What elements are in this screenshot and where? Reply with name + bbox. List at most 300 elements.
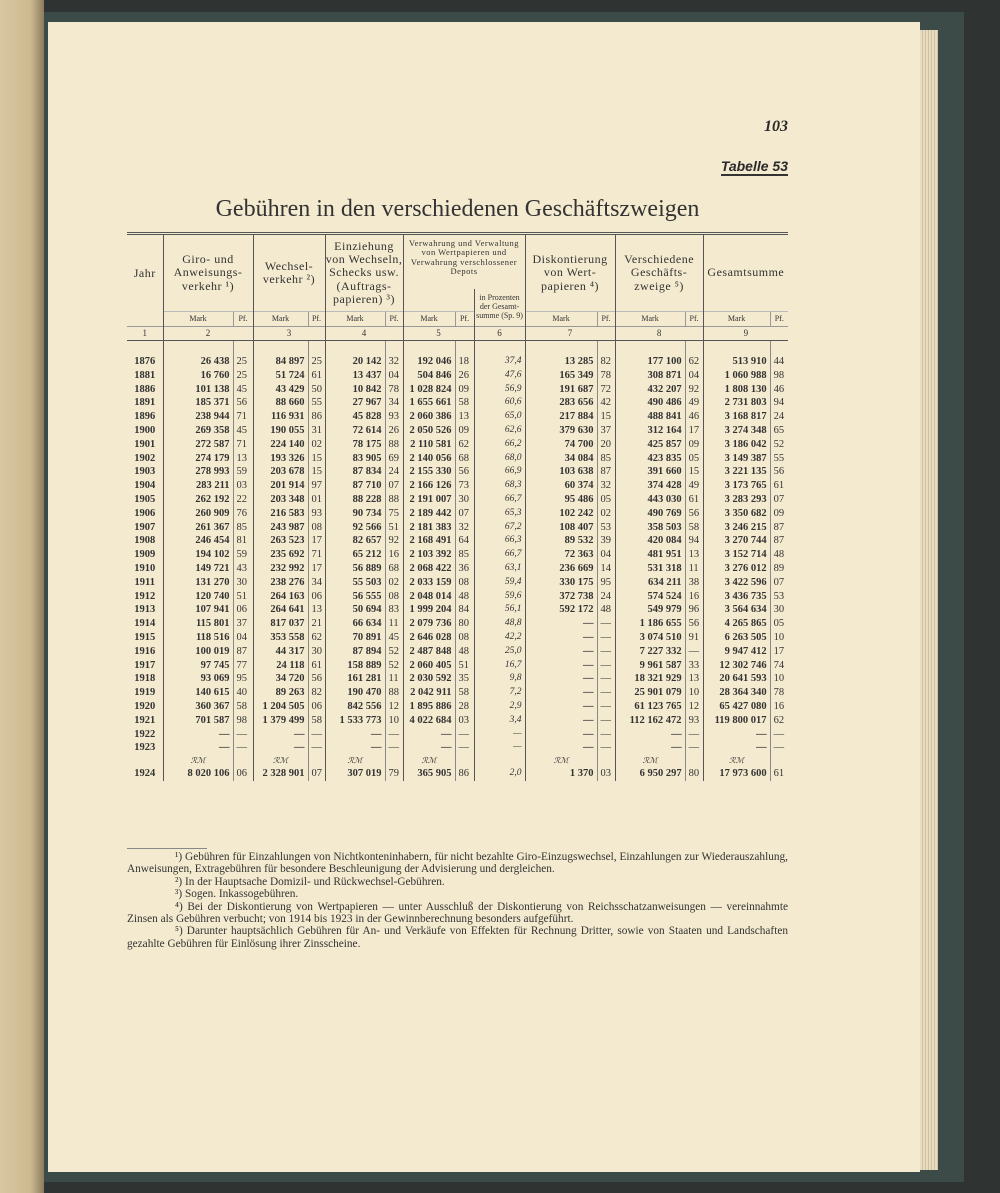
cell-wechsel-pf: 31	[308, 424, 325, 438]
cell-verschiedene-pf: 09	[685, 438, 703, 452]
cell-verwahrung-pf: 32	[455, 521, 474, 535]
cell-verschiedene-mark: 490 486	[615, 396, 685, 410]
cell-verschiedene-mark: 358 503	[615, 521, 685, 535]
cell-year: 1896	[134, 411, 156, 423]
cell-gesamt-pf: 65	[770, 424, 788, 438]
cell-einziehung-pf: 52	[385, 645, 403, 659]
subhead-pf: Pf.	[233, 312, 253, 327]
cell-year: 1916	[134, 645, 156, 657]
cell-giro-mark: 269 358	[163, 424, 233, 438]
cell-percent: 42,2	[474, 631, 525, 645]
cell-verschiedene-pf: 96	[685, 603, 703, 617]
cell-verschiedene-pf: 33	[685, 659, 703, 673]
page-number: 103	[764, 118, 788, 135]
cell-giro-pf: 06	[233, 603, 253, 617]
cell-wechsel-mark: 353 558	[253, 631, 308, 645]
currency-row	[127, 755, 788, 767]
cell-percent: 66,7	[474, 493, 525, 507]
cell-wechsel-mark: —	[253, 728, 308, 742]
cell-giro-mark: 97 745	[163, 659, 233, 673]
reichsmark-symbol: ℛℳ	[403, 755, 455, 767]
cell-gesamt-mark: 3 149 387	[703, 452, 770, 466]
cell-giro-pf: 04	[233, 631, 253, 645]
cell-einziehung-mark: 66 634	[325, 617, 385, 631]
cell-diskont-mark: 108 407	[525, 521, 597, 535]
cell-verschiedene-mark: 432 207	[615, 383, 685, 397]
cell-year: 1902	[134, 452, 156, 464]
cell-gesamt-mark: —	[703, 741, 770, 755]
cell-wechsel-pf: 82	[308, 686, 325, 700]
cell-giro-pf: 03	[233, 479, 253, 493]
cell-verwahrung-pf: 48	[455, 590, 474, 604]
table-row	[127, 465, 788, 479]
cell-gesamt-mark: 65 427 080	[703, 700, 770, 714]
cell-year: 1891	[134, 397, 156, 409]
cell-diskont-mark: —	[525, 631, 597, 645]
cell-giro-mark: 194 102	[163, 548, 233, 562]
cell-verschiedene-pf: 49	[685, 396, 703, 410]
cell-giro-mark: 185 371	[163, 396, 233, 410]
column-number: 9	[703, 327, 788, 341]
cell-einziehung-mark: 161 281	[325, 672, 385, 686]
cell-diskont-mark: 89 532	[525, 534, 597, 548]
blank-cell	[597, 755, 615, 767]
cell-wechsel-pf: 08	[308, 521, 325, 535]
cell-wechsel-mark: 88 660	[253, 396, 308, 410]
cell-wechsel-pf: 55	[308, 396, 325, 410]
cell-einziehung-pf: 12	[385, 700, 403, 714]
table-row	[127, 686, 788, 700]
cell-giro-pf: 43	[233, 562, 253, 576]
cell-wechsel-pf: 07	[308, 767, 325, 781]
cell-giro-mark: 238 944	[163, 410, 233, 424]
cell-diskont-pf: 72	[597, 383, 615, 397]
table-row	[127, 576, 788, 590]
subhead-mark: Mark	[163, 312, 233, 327]
cell-verwahrung-mark: 2 103 392	[403, 548, 455, 562]
cell-einziehung-pf: 69	[385, 452, 403, 466]
cell-diskont-pf: 78	[597, 369, 615, 383]
cell-gesamt-mark: 3 270 744	[703, 534, 770, 548]
cell-verwahrung-pf: 84	[455, 603, 474, 617]
cell-percent: 3,4	[474, 714, 525, 728]
cell-year: 1876	[134, 356, 156, 367]
column-number: 1	[127, 327, 163, 341]
cell-verwahrung-mark: 2 168 491	[403, 534, 455, 548]
cell-verschiedene-mark: 391 660	[615, 465, 685, 479]
cell-verschiedene-pf: 17	[685, 424, 703, 438]
cell-einziehung-mark: 82 657	[325, 534, 385, 548]
cell-year: 1924	[134, 768, 156, 780]
cell-giro-mark: 93 069	[163, 672, 233, 686]
table-row	[127, 659, 788, 673]
spacer-row	[127, 341, 788, 356]
cell-gesamt-pf: 17	[770, 645, 788, 659]
cell-year: 1907	[134, 521, 156, 533]
table-row	[127, 410, 788, 424]
cell-gesamt-pf: 05	[770, 617, 788, 631]
cell-percent: 68,0	[474, 452, 525, 466]
blank-cell	[127, 755, 163, 767]
cell-year: 1921	[134, 714, 156, 726]
cell-giro-pf: 22	[233, 493, 253, 507]
cell-giro-pf: 95	[233, 672, 253, 686]
cell-wechsel-mark: 203 678	[253, 465, 308, 479]
cell-percent: 66,7	[474, 548, 525, 562]
cell-verwahrung-pf: 30	[455, 493, 474, 507]
cell-einziehung-mark: 50 694	[325, 603, 385, 617]
cell-gesamt-pf: 98	[770, 369, 788, 383]
cell-verwahrung-mark: 2 487 848	[403, 645, 455, 659]
cell-einziehung-pf: 24	[385, 465, 403, 479]
table-row-1924	[127, 767, 788, 781]
cell-gesamt-mark: 9 947 412	[703, 645, 770, 659]
cell-wechsel-pf: 25	[308, 355, 325, 369]
cell-verwahrung-pf: 62	[455, 438, 474, 452]
cell-verschiedene-mark: 425 857	[615, 438, 685, 452]
table-row	[127, 548, 788, 562]
cell-percent: 25,0	[474, 645, 525, 659]
cell-wechsel-mark: 264 163	[253, 590, 308, 604]
subhead-year-blank	[127, 312, 163, 327]
cell-diskont-pf: —	[597, 672, 615, 686]
cell-einziehung-pf: 83	[385, 603, 403, 617]
cell-verschiedene-mark: 177 100	[615, 355, 685, 369]
cell-gesamt-pf: 87	[770, 521, 788, 535]
cell-gesamt-mark: 17 973 600	[703, 767, 770, 781]
cell-verschiedene-pf: 10	[685, 686, 703, 700]
cell-diskont-pf: 03	[597, 767, 615, 781]
cell-verwahrung-pf: 58	[455, 396, 474, 410]
cell-verschiedene-pf: 46	[685, 410, 703, 424]
cell-wechsel-mark: 34 720	[253, 672, 308, 686]
cell-giro-pf: 76	[233, 507, 253, 521]
cell-diskont-pf: —	[597, 686, 615, 700]
cell-year: 1914	[134, 618, 156, 630]
cell-giro-mark: 16 760	[163, 369, 233, 383]
cell-wechsel-mark: 116 931	[253, 410, 308, 424]
blank-cell	[253, 341, 308, 356]
cell-diskont-mark: 165 349	[525, 369, 597, 383]
cell-verschiedene-pf: 15	[685, 465, 703, 479]
cell-einziehung-mark: 83 905	[325, 452, 385, 466]
cell-verwahrung-pf: 80	[455, 617, 474, 631]
cell-einziehung-mark: 190 470	[325, 686, 385, 700]
cell-diskont-pf: —	[597, 631, 615, 645]
cell-verschiedene-pf: 91	[685, 631, 703, 645]
cell-wechsel-mark: 43 429	[253, 383, 308, 397]
cell-gesamt-pf: 07	[770, 576, 788, 590]
cell-verwahrung-pf: 73	[455, 479, 474, 493]
cell-diskont-pf: 24	[597, 590, 615, 604]
cell-verwahrung-pf: 86	[455, 767, 474, 781]
table-row	[127, 700, 788, 714]
cell-gesamt-mark: 3 422 596	[703, 576, 770, 590]
subhead-pf: Pf.	[770, 312, 788, 327]
cell-diskont-pf: 82	[597, 355, 615, 369]
cell-percent: 9,8	[474, 672, 525, 686]
cell-diskont-pf: 39	[597, 534, 615, 548]
cell-year: 1901	[134, 438, 156, 450]
cell-verwahrung-pf: 35	[455, 672, 474, 686]
cell-verwahrung-pf: 56	[455, 465, 474, 479]
cell-verschiedene-pf: 61	[685, 493, 703, 507]
cell-verschiedene-pf: 11	[685, 562, 703, 576]
cell-gesamt-mark: 3 283 293	[703, 493, 770, 507]
cell-giro-pf: —	[233, 741, 253, 755]
cell-verschiedene-pf: 62	[685, 355, 703, 369]
table-row	[127, 562, 788, 576]
cell-einziehung-pf: 93	[385, 410, 403, 424]
cell-einziehung-mark: 307 019	[325, 767, 385, 781]
cell-verschiedene-mark: 574 524	[615, 590, 685, 604]
reichsmark-symbol: ℛℳ	[163, 755, 233, 767]
cell-diskont-mark: 592 172	[525, 603, 597, 617]
cell-verwahrung-pf: 64	[455, 534, 474, 548]
cell-einziehung-mark: 56 889	[325, 562, 385, 576]
cell-percent: 37,4	[474, 355, 525, 369]
cell-year: 1912	[134, 590, 156, 602]
cell-percent: 56,9	[474, 383, 525, 397]
blank-cell	[325, 341, 385, 356]
header-gesamtsumme: Gesamtsumme	[703, 234, 788, 312]
cell-percent: 65,0	[474, 410, 525, 424]
cell-verschiedene-mark: 634 211	[615, 576, 685, 590]
cell-verwahrung-pf: 51	[455, 659, 474, 673]
cell-einziehung-mark: 90 734	[325, 507, 385, 521]
cell-gesamt-pf: 74	[770, 659, 788, 673]
cell-wechsel-mark: 224 140	[253, 438, 308, 452]
column-number: 5	[403, 327, 474, 341]
cell-wechsel-mark: 232 992	[253, 562, 308, 576]
cell-diskont-pf: 20	[597, 438, 615, 452]
cell-giro-pf: 71	[233, 438, 253, 452]
cell-gesamt-pf: 61	[770, 479, 788, 493]
cell-verschiedene-pf: 13	[685, 672, 703, 686]
header-einziehung-sub: (Auftrags-papieren) ³)	[333, 278, 395, 306]
table-row	[127, 714, 788, 728]
cell-gesamt-mark: 1 060 988	[703, 369, 770, 383]
cell-verwahrung-mark: 1 655 661	[403, 396, 455, 410]
cell-diskont-mark: —	[525, 700, 597, 714]
cell-wechsel-mark: 817 037	[253, 617, 308, 631]
header-verwahrung-blank	[403, 289, 474, 312]
cell-verwahrung-mark: 2 030 592	[403, 672, 455, 686]
cell-einziehung-pf: 34	[385, 396, 403, 410]
cell-einziehung-mark: —	[325, 728, 385, 742]
cell-diskont-mark: 103 638	[525, 465, 597, 479]
cell-wechsel-mark: 203 348	[253, 493, 308, 507]
cell-diskont-pf: —	[597, 645, 615, 659]
cell-einziehung-mark: —	[325, 741, 385, 755]
table-row	[127, 452, 788, 466]
table-label-text: Tabelle 53	[720, 158, 788, 174]
column-number: 7	[525, 327, 615, 341]
blank-cell	[685, 755, 703, 767]
cell-giro-mark: 115 801	[163, 617, 233, 631]
table-row	[127, 645, 788, 659]
previous-page-edge	[0, 0, 44, 1193]
cell-percent: —	[474, 741, 525, 755]
cell-verschiedene-pf: 16	[685, 590, 703, 604]
cell-verwahrung-mark: 2 110 581	[403, 438, 455, 452]
subhead-pf: Pf.	[685, 312, 703, 327]
cell-einziehung-mark: 158 889	[325, 659, 385, 673]
cell-einziehung-mark: 72 614	[325, 424, 385, 438]
cell-verwahrung-mark: 2 646 028	[403, 631, 455, 645]
cell-giro-pf: 37	[233, 617, 253, 631]
cell-gesamt-mark: 3 436 735	[703, 590, 770, 604]
footnote-rule	[127, 848, 207, 849]
cell-year: 1920	[134, 700, 156, 712]
cell-verschiedene-mark: 308 871	[615, 369, 685, 383]
cell-wechsel-mark: 1 204 505	[253, 700, 308, 714]
cell-giro-pf: 77	[233, 659, 253, 673]
cell-percent: 66,9	[474, 465, 525, 479]
cell-einziehung-pf: —	[385, 728, 403, 742]
cell-verwahrung-pf: 18	[455, 355, 474, 369]
header-percent: in Prozenten der Gesamt-summe (Sp. 9)	[474, 289, 525, 327]
blank-cell	[455, 755, 474, 767]
cell-einziehung-pf: 32	[385, 355, 403, 369]
cell-wechsel-mark: 238 276	[253, 576, 308, 590]
cell-verwahrung-mark: 2 189 442	[403, 507, 455, 521]
cell-verschiedene-mark: 61 123 765	[615, 700, 685, 714]
cell-gesamt-pf: 30	[770, 603, 788, 617]
cell-gesamt-mark: 3 152 714	[703, 548, 770, 562]
blank-cell	[308, 755, 325, 767]
cell-verwahrung-pf: —	[455, 728, 474, 742]
cell-gesamt-mark: 3 221 135	[703, 465, 770, 479]
header-giro: Giro- und Anweisungs-verkehr ¹)	[163, 234, 253, 312]
cell-einziehung-pf: 16	[385, 548, 403, 562]
cell-percent: 2,9	[474, 700, 525, 714]
cell-gesamt-pf: 46	[770, 383, 788, 397]
cell-giro-mark: 131 270	[163, 576, 233, 590]
cell-diskont-pf: 87	[597, 465, 615, 479]
cell-diskont-mark: 95 486	[525, 493, 597, 507]
cell-gesamt-pf: 89	[770, 562, 788, 576]
cell-giro-mark: —	[163, 741, 233, 755]
reichsmark-symbol: ℛℳ	[703, 755, 770, 767]
table-row	[127, 617, 788, 631]
cell-giro-pf: 30	[233, 576, 253, 590]
cell-verschiedene-mark: 18 321 929	[615, 672, 685, 686]
cell-diskont-mark: 60 374	[525, 479, 597, 493]
subhead-mark: Mark	[253, 312, 308, 327]
blank-cell	[770, 341, 788, 356]
cell-einziehung-mark: 13 437	[325, 369, 385, 383]
cell-percent: 68,3	[474, 479, 525, 493]
cell-verwahrung-mark: 192 046	[403, 355, 455, 369]
cell-einziehung-mark: 842 556	[325, 700, 385, 714]
cell-verwahrung-mark: 504 846	[403, 369, 455, 383]
cell-wechsel-pf: 06	[308, 590, 325, 604]
cell-verwahrung-pf: —	[455, 741, 474, 755]
cell-wechsel-pf: 86	[308, 410, 325, 424]
cell-verschiedene-pf: 94	[685, 534, 703, 548]
cell-verwahrung-pf: 85	[455, 548, 474, 562]
cell-verwahrung-mark: 2 155 330	[403, 465, 455, 479]
cell-percent: 56,1	[474, 603, 525, 617]
cell-wechsel-pf: 50	[308, 383, 325, 397]
cell-verschiedene-mark: 3 074 510	[615, 631, 685, 645]
footnotes	[127, 851, 788, 950]
cell-diskont-pf: 02	[597, 507, 615, 521]
cell-gesamt-mark: 3 173 765	[703, 479, 770, 493]
header-verschiedene: Verschiedene Geschäfts-zweige ⁵)	[615, 234, 703, 312]
cell-giro-pf: 59	[233, 465, 253, 479]
subhead-mark: Mark	[525, 312, 597, 327]
cell-verschiedene-mark: 374 428	[615, 479, 685, 493]
cell-gesamt-mark: 20 641 593	[703, 672, 770, 686]
cell-gesamt-mark: 6 263 505	[703, 631, 770, 645]
cell-einziehung-mark: 87 834	[325, 465, 385, 479]
cell-gesamt-pf: 16	[770, 700, 788, 714]
cell-diskont-pf: —	[597, 700, 615, 714]
cell-verschiedene-pf: —	[685, 645, 703, 659]
cell-diskont-mark: —	[525, 686, 597, 700]
cell-verwahrung-mark: 2 181 383	[403, 521, 455, 535]
blank-cell	[308, 341, 325, 356]
cell-giro-pf: 13	[233, 452, 253, 466]
cell-einziehung-pf: 08	[385, 590, 403, 604]
cell-gesamt-mark: 28 364 340	[703, 686, 770, 700]
cell-giro-mark: 8 020 106	[163, 767, 233, 781]
cell-giro-pf: 06	[233, 767, 253, 781]
cell-verschiedene-pf: 80	[685, 767, 703, 781]
blank-cell	[615, 341, 685, 356]
subhead-mark: Mark	[325, 312, 385, 327]
cell-gesamt-pf: 52	[770, 438, 788, 452]
cell-wechsel-pf: 97	[308, 479, 325, 493]
cell-verschiedene-pf: 04	[685, 369, 703, 383]
cell-giro-mark: 120 740	[163, 590, 233, 604]
cell-verwahrung-pf: 08	[455, 631, 474, 645]
cell-giro-pf: 85	[233, 521, 253, 535]
cell-einziehung-pf: 88	[385, 493, 403, 507]
cell-diskont-pf: 14	[597, 562, 615, 576]
blank-cell	[474, 341, 525, 356]
header-year: Jahr	[127, 234, 163, 312]
table-row	[127, 493, 788, 507]
blank-cell	[525, 341, 597, 356]
cell-wechsel-mark: 190 055	[253, 424, 308, 438]
reichsmark-symbol: ℛℳ	[325, 755, 385, 767]
cell-wechsel-mark: 51 724	[253, 369, 308, 383]
cell-verwahrung-pf: 36	[455, 562, 474, 576]
cell-year: 1910	[134, 562, 156, 574]
cell-gesamt-mark: 3 186 042	[703, 438, 770, 452]
cell-giro-mark: 283 211	[163, 479, 233, 493]
cell-giro-pf: 71	[233, 410, 253, 424]
cell-gesamt-pf: 09	[770, 507, 788, 521]
cell-verwahrung-mark: 2 079 736	[403, 617, 455, 631]
cell-giro-pf: 45	[233, 424, 253, 438]
cell-diskont-mark: 1 370	[525, 767, 597, 781]
cell-einziehung-pf: 68	[385, 562, 403, 576]
cell-verwahrung-pf: 28	[455, 700, 474, 714]
cell-einziehung-mark: 10 842	[325, 383, 385, 397]
cell-wechsel-pf: 15	[308, 465, 325, 479]
cell-giro-mark: 360 367	[163, 700, 233, 714]
cell-einziehung-pf: 07	[385, 479, 403, 493]
cell-verschiedene-pf: 49	[685, 479, 703, 493]
cell-einziehung-pf: 04	[385, 369, 403, 383]
cell-giro-mark: 260 909	[163, 507, 233, 521]
cell-einziehung-pf: 52	[385, 659, 403, 673]
cell-einziehung-pf: 11	[385, 672, 403, 686]
